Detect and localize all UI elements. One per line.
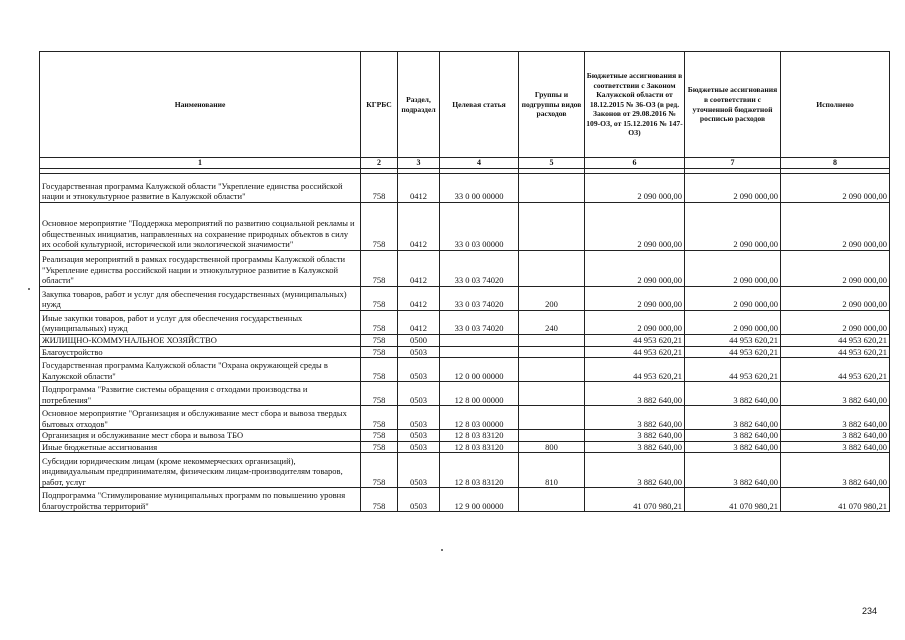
- cell-law-amount: 3 882 640,00: [585, 430, 685, 442]
- cell-section: 0412: [398, 287, 440, 311]
- cell-section: 0503: [398, 346, 440, 358]
- cell-target-article: 12 0 00 00000: [440, 358, 519, 382]
- cell-kgrbs: 758: [361, 441, 398, 453]
- cell-section: 0412: [398, 251, 440, 287]
- cell-section: 0503: [398, 453, 440, 488]
- cell-target-article: [440, 346, 519, 358]
- column-number: 4: [440, 158, 519, 169]
- cell-executed-amount: 2 090 000,00: [781, 174, 890, 203]
- cell-roster-amount: 2 090 000,00: [685, 311, 781, 335]
- cell-target-article: 33 0 03 00000: [440, 203, 519, 251]
- cell-law-amount: 2 090 000,00: [585, 287, 685, 311]
- cell-law-amount: 2 090 000,00: [585, 203, 685, 251]
- column-number-row: [40, 158, 890, 169]
- cell-kgrbs: 758: [361, 335, 398, 347]
- cell-expense-group: [519, 335, 585, 347]
- table-row: [40, 311, 890, 335]
- cell-target-article: 12 8 03 83120: [440, 441, 519, 453]
- cell-roster-amount: 44 953 620,21: [685, 346, 781, 358]
- cell-section: 0503: [398, 358, 440, 382]
- cell-section: 0503: [398, 382, 440, 406]
- cell-target-article: 33 0 03 74020: [440, 287, 519, 311]
- cell-kgrbs: 758: [361, 430, 398, 442]
- cell-roster-amount: 2 090 000,00: [685, 251, 781, 287]
- cell-roster-amount: 3 882 640,00: [685, 382, 781, 406]
- cell-name: Государственная программа Калужской области "Укрепление единства российской нации и этнокультурное развитие в Калужской области": [40, 174, 361, 203]
- table-row: [40, 203, 890, 251]
- cell-section: 0412: [398, 311, 440, 335]
- cell-executed-amount: 2 090 000,00: [781, 287, 890, 311]
- table-row: [40, 430, 890, 442]
- cell-roster-amount: 3 882 640,00: [685, 441, 781, 453]
- cell-roster-amount: 2 090 000,00: [685, 174, 781, 203]
- header-name: Наименование: [40, 52, 361, 158]
- cell-expense-group: [519, 488, 585, 512]
- cell-kgrbs: 758: [361, 382, 398, 406]
- cell-law-amount: 2 090 000,00: [585, 311, 685, 335]
- cell-executed-amount: 44 953 620,21: [781, 335, 890, 347]
- cell-executed-amount: 3 882 640,00: [781, 406, 890, 430]
- header-roster-allocations: Бюджетные ассигнования в соответствии с уточненной бюджетной росписью расходов: [685, 52, 781, 158]
- cell-roster-amount: 44 953 620,21: [685, 358, 781, 382]
- cell-law-amount: 2 090 000,00: [585, 174, 685, 203]
- cell-name: Основное мероприятие "Поддержка мероприятий по развитию социальной рекламы и общественных инициатив, направленных на сохранение природных объектов в силу их особой культурной, исторической или экологической значимости": [40, 203, 361, 251]
- cell-kgrbs: 758: [361, 174, 398, 203]
- table-row: [40, 441, 890, 453]
- cell-law-amount: 3 882 640,00: [585, 441, 685, 453]
- header-kgrbs: КГРБС: [361, 52, 398, 158]
- cell-executed-amount: 3 882 640,00: [781, 382, 890, 406]
- table-row: [40, 358, 890, 382]
- cell-expense-group: [519, 174, 585, 203]
- cell-kgrbs: 758: [361, 488, 398, 512]
- table-row: [40, 251, 890, 287]
- cell-law-amount: 44 953 620,21: [585, 335, 685, 347]
- cell-kgrbs: 758: [361, 453, 398, 488]
- cell-expense-group: [519, 251, 585, 287]
- cell-law-amount: 41 070 980,21: [585, 488, 685, 512]
- cell-expense-group: [519, 430, 585, 442]
- table-row: [40, 335, 890, 347]
- cell-kgrbs: 758: [361, 406, 398, 430]
- cell-section: 0503: [398, 488, 440, 512]
- cell-target-article: 33 0 00 00000: [440, 174, 519, 203]
- cell-expense-group: [519, 346, 585, 358]
- header-executed: Исполнено: [781, 52, 890, 158]
- cell-name: Благоустройство: [40, 346, 361, 358]
- cell-expense-group: 810: [519, 453, 585, 488]
- cell-law-amount: 2 090 000,00: [585, 251, 685, 287]
- column-number: 5: [519, 158, 585, 169]
- cell-executed-amount: 3 882 640,00: [781, 430, 890, 442]
- cell-executed-amount: 3 882 640,00: [781, 441, 890, 453]
- column-number: 2: [361, 158, 398, 169]
- cell-roster-amount: 3 882 640,00: [685, 406, 781, 430]
- cell-roster-amount: 2 090 000,00: [685, 203, 781, 251]
- scan-speck: [28, 288, 30, 290]
- cell-target-article: 12 8 00 00000: [440, 382, 519, 406]
- table-row: [40, 382, 890, 406]
- table-row: [40, 406, 890, 430]
- cell-executed-amount: 2 090 000,00: [781, 251, 890, 287]
- cell-kgrbs: 758: [361, 358, 398, 382]
- budget-execution-table: [39, 51, 890, 512]
- cell-law-amount: 3 882 640,00: [585, 382, 685, 406]
- cell-name: Государственная программа Калужской области "Охрана окружающей среды в Калужской области": [40, 358, 361, 382]
- cell-expense-group: [519, 382, 585, 406]
- cell-executed-amount: 2 090 000,00: [781, 311, 890, 335]
- cell-roster-amount: 41 070 980,21: [685, 488, 781, 512]
- cell-expense-group: 240: [519, 311, 585, 335]
- table-row: [40, 488, 890, 512]
- cell-name: Закупка товаров, работ и услуг для обеспечения государственных (муниципальных) нужд: [40, 287, 361, 311]
- cell-roster-amount: 2 090 000,00: [685, 287, 781, 311]
- cell-roster-amount: 3 882 640,00: [685, 430, 781, 442]
- header-law-allocations: Бюджетные ассигнования в соответствии с Законом Калужской области от 18.12.2015 № 36-ОЗ (в ред. Законов от 29.08.2016 № 109-ОЗ, от 15.12.2016 № 147-ОЗ): [585, 52, 685, 158]
- cell-kgrbs: 758: [361, 251, 398, 287]
- cell-kgrbs: 758: [361, 311, 398, 335]
- table-body: [40, 169, 890, 512]
- cell-executed-amount: 2 090 000,00: [781, 203, 890, 251]
- cell-section: 0412: [398, 203, 440, 251]
- cell-name: ЖИЛИЩНО-КОММУНАЛЬНОЕ ХОЗЯЙСТВО: [40, 335, 361, 347]
- cell-target-article: 12 8 03 00000: [440, 406, 519, 430]
- cell-section: 0503: [398, 406, 440, 430]
- header-target-article: Целевая статья: [440, 52, 519, 158]
- table-row: [40, 453, 890, 488]
- cell-law-amount: 3 882 640,00: [585, 453, 685, 488]
- cell-section: 0500: [398, 335, 440, 347]
- cell-roster-amount: 3 882 640,00: [685, 453, 781, 488]
- table-row: [40, 346, 890, 358]
- cell-name: Иные бюджетные ассигнования: [40, 441, 361, 453]
- cell-name: Подпрограмма "Развитие системы обращения с отходами производства и потребления": [40, 382, 361, 406]
- scan-speck: [441, 549, 443, 551]
- cell-law-amount: 44 953 620,21: [585, 346, 685, 358]
- cell-target-article: 33 0 03 74020: [440, 311, 519, 335]
- column-number: 1: [40, 158, 361, 169]
- cell-law-amount: 44 953 620,21: [585, 358, 685, 382]
- cell-name: Подпрограмма "Стимулирование муниципальных программ по повышению уровня благоустройства территорий": [40, 488, 361, 512]
- cell-name: Основное мероприятие "Организация и обслуживание мест сбора и вывоза твердых бытовых отходов": [40, 406, 361, 430]
- table-row: [40, 174, 890, 203]
- column-number: 8: [781, 158, 890, 169]
- cell-expense-group: [519, 406, 585, 430]
- cell-executed-amount: 3 882 640,00: [781, 453, 890, 488]
- column-number: 6: [585, 158, 685, 169]
- cell-expense-group: 200: [519, 287, 585, 311]
- cell-kgrbs: 758: [361, 287, 398, 311]
- cell-target-article: 12 9 00 00000: [440, 488, 519, 512]
- cell-expense-group: 800: [519, 441, 585, 453]
- table-row: [40, 287, 890, 311]
- page-number: 234: [862, 606, 878, 616]
- cell-name: Организация и обслуживание мест сбора и вывоза ТБО: [40, 430, 361, 442]
- cell-executed-amount: 41 070 980,21: [781, 488, 890, 512]
- cell-target-article: 12 8 03 83120: [440, 430, 519, 442]
- cell-kgrbs: 758: [361, 346, 398, 358]
- cell-executed-amount: 44 953 620,21: [781, 346, 890, 358]
- cell-roster-amount: 44 953 620,21: [685, 335, 781, 347]
- cell-name: Субсидии юридическим лицам (кроме некоммерческих организаций), индивидуальным предпринимателям, физическим лицам-производителям товаров, работ, услуг: [40, 453, 361, 488]
- cell-section: 0503: [398, 441, 440, 453]
- cell-section: 0503: [398, 430, 440, 442]
- cell-law-amount: 3 882 640,00: [585, 406, 685, 430]
- header-section: Раздел, подраздел: [398, 52, 440, 158]
- cell-name: Иные закупки товаров, работ и услуг для обеспечения государственных (муниципальных) нужд: [40, 311, 361, 335]
- cell-target-article: 33 0 03 74020: [440, 251, 519, 287]
- cell-expense-group: [519, 203, 585, 251]
- cell-expense-group: [519, 358, 585, 382]
- cell-section: 0412: [398, 174, 440, 203]
- cell-target-article: [440, 335, 519, 347]
- cell-target-article: 12 8 03 83120: [440, 453, 519, 488]
- cell-executed-amount: 44 953 620,21: [781, 358, 890, 382]
- header-expense-group: Группы и подгруппы видов расходов: [519, 52, 585, 158]
- header-row: [40, 52, 890, 158]
- cell-name: Реализация мероприятий в рамках государственной программы Калужской области "Укрепление единства российской нации и этнокультурное развитие в Калужской области": [40, 251, 361, 287]
- cell-kgrbs: 758: [361, 203, 398, 251]
- column-number: 7: [685, 158, 781, 169]
- column-number: 3: [398, 158, 440, 169]
